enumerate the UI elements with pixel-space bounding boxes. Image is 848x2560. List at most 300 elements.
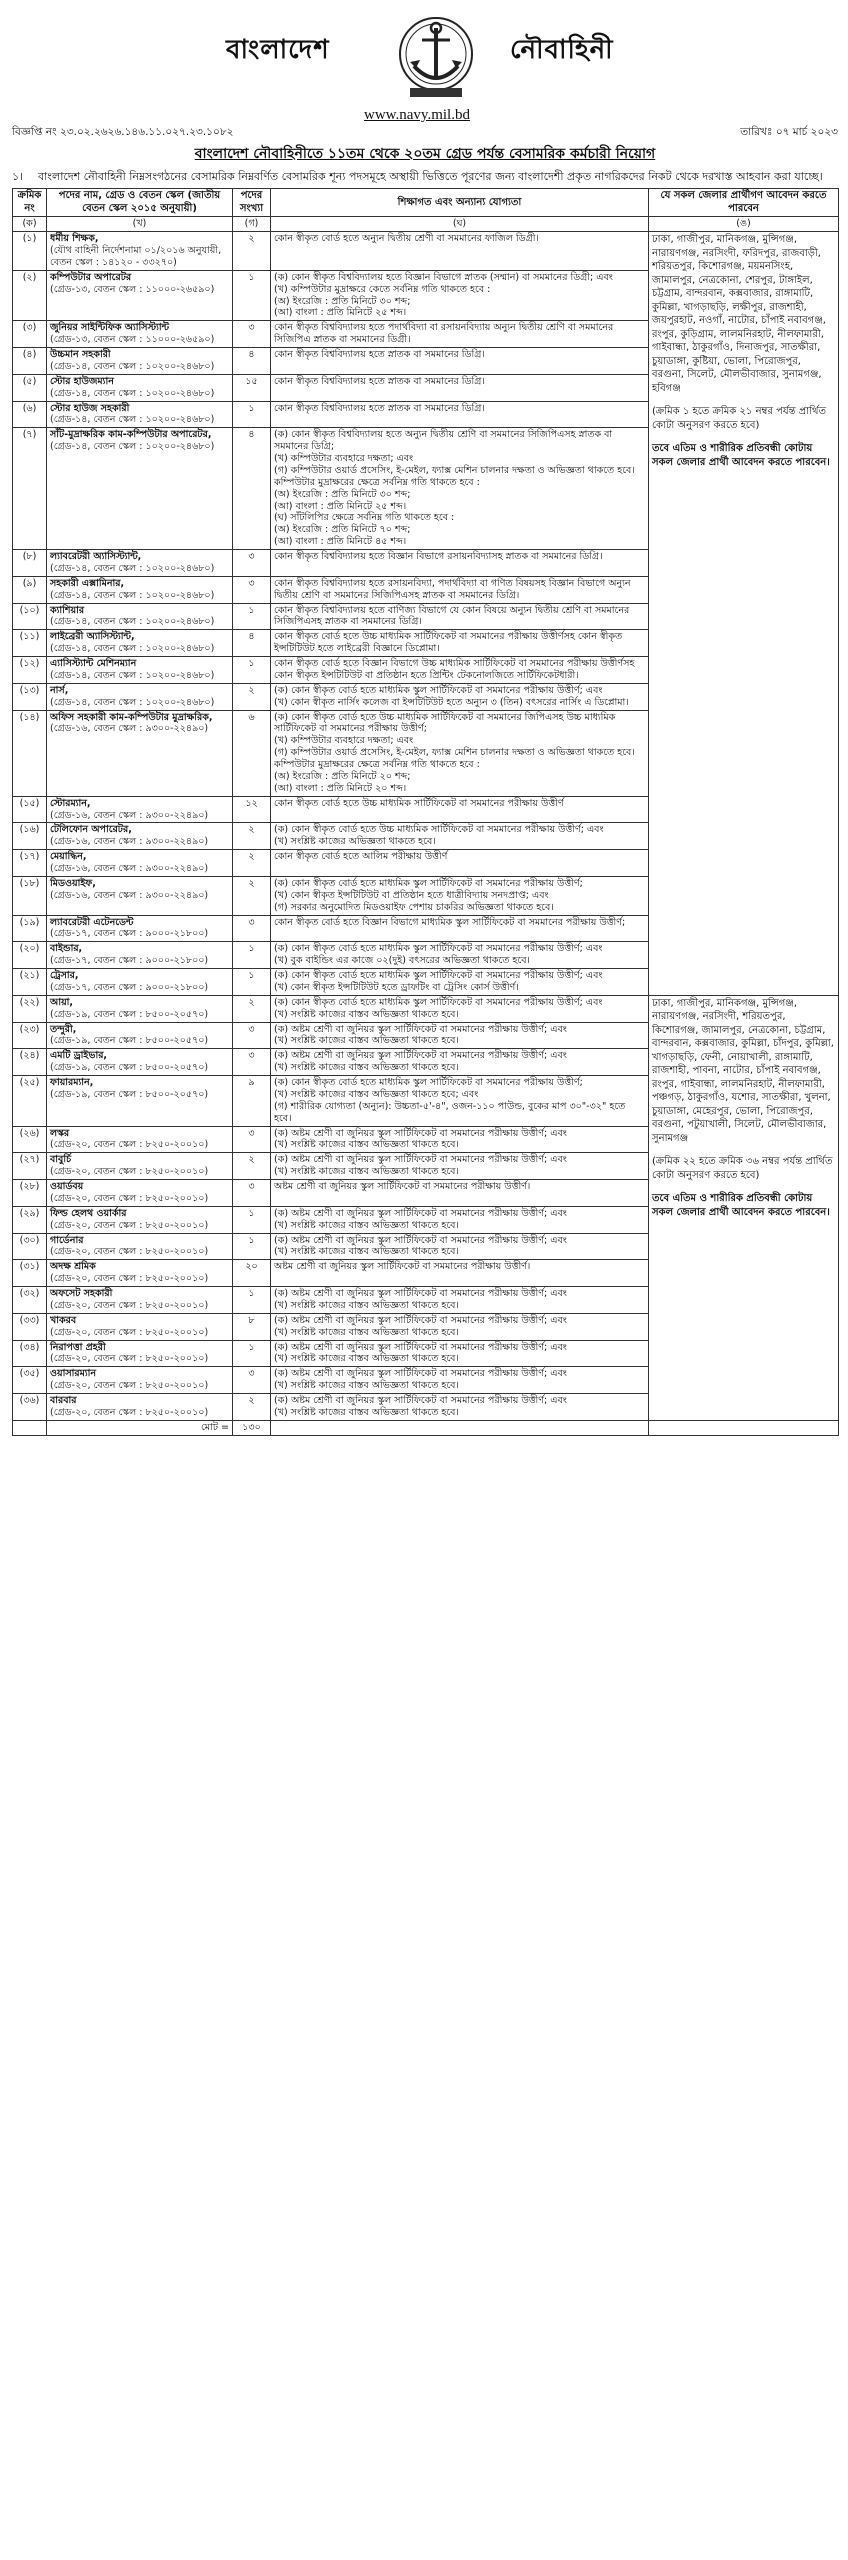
post-grade: (গ্রেড-১৭, বেতন স্কেল : ৯০০০-২১৮০০) [50, 981, 209, 993]
post-grade: (গ্রেড-১৪, বেতন স্কেল : ১০২০০-২৪৬৮০) [50, 562, 215, 574]
row-serial: (১০) [13, 603, 47, 630]
row-count: ৯ [233, 1076, 271, 1127]
row-count: ২ [233, 876, 271, 915]
post-title: ট্রেসার, [50, 970, 79, 982]
total-label: মোট = [47, 1420, 233, 1435]
row-count: ১ [233, 1340, 271, 1367]
post-title: গার্ডেনার [50, 1234, 84, 1246]
post-title: সাঁট-মুদ্রাক্ষরিক কাম-কম্পিউটার অপারেটর, [50, 429, 212, 441]
row-serial: (২১) [13, 969, 47, 996]
notice-header [12, 6, 838, 138]
post-grade: (গ্রেড-১৪, বেতন স্কেল : ১০২০০-২৪৬৮০) [50, 360, 215, 372]
row-count: ১ [233, 603, 271, 630]
row-serial: (২৫) [13, 1076, 47, 1127]
qualification-line: (খ) কম্পিউটার ব্যবহারে দক্ষতা; এবং [274, 735, 414, 747]
row-serial: (৩৪) [13, 1340, 47, 1367]
row-post [47, 1287, 233, 1314]
table-header-row [13, 189, 839, 217]
row-post [47, 270, 233, 321]
qualification-line: কোন স্বীকৃত বোর্ড হতে উচ্চ মাধ্যমিক সার্টিফিকেট বা সমমানের পরীক্ষায় উত্তীর্ণসহ কোন স্বীকৃত ইন্সটিটিউট হতে লাইব্রেরী বিজ্ঞানে ডিপ্লোমা। [274, 631, 623, 655]
qualification-line: (ক) অষ্টম শ্রেণী বা জুনিয়র স্কুল সার্টিফিকেট বা সমমানের পরীক্ষায় উত্তীর্ণ; এবং [274, 1368, 567, 1380]
website-link[interactable]: www.navy.mil.bd [364, 107, 470, 123]
post-grade: (গ্রেড-১৪, বেতন স্কেল : ১০২০০-২৪৬৮০) [50, 589, 215, 601]
row-serial: (৮) [13, 550, 47, 577]
notice-date: তারিখঃ ০৭ মার্চ ২০২৩ [740, 126, 838, 138]
post-grade: (গ্রেড-১৪, বেতন স্কেল : ১০২০০-২৪৬৮০) [50, 696, 215, 708]
qualification-line: (আ) বাংলা : প্রতি মিনিটে ২৫ শব্দ। [274, 500, 407, 512]
row-serial: (৩) [13, 321, 47, 348]
row-serial: (২২) [13, 995, 47, 1022]
row-count: ২ [233, 1394, 271, 1421]
row-post [47, 710, 233, 796]
row-post [47, 550, 233, 577]
row-serial: (১৮) [13, 876, 47, 915]
special-quota-note: তবে এতিম ও শারীরিক প্রতিবন্ধী কোটায় সকল জেলার প্রার্থী আবেদন করতে পারবেন। [652, 1193, 830, 1218]
row-qualification [271, 1153, 649, 1180]
row-qualification [271, 1233, 649, 1260]
post-title: ধর্মীয় শিক্ষক, [50, 233, 99, 245]
post-grade: (গ্রেড-১৪, বেতন স্কেল : ১০২০০-২৪৬৮০) [50, 669, 215, 681]
qualification-line: (খ) সংশ্লিষ্ট কাজের বাস্তব অভিজ্ঞতা থাকতে হবে। [274, 1035, 459, 1047]
row-qualification [271, 428, 649, 550]
row-count: ৪ [233, 428, 271, 550]
row-count: ১২ [233, 796, 271, 823]
row-post [47, 576, 233, 603]
qualification-line: (খ) সংশ্লিষ্ট কাজের বাস্তব অভিজ্ঞতা থাকতে হবে। [274, 1299, 459, 1311]
row-serial: (৩০) [13, 1233, 47, 1260]
post-title: আয়া, [50, 996, 74, 1008]
post-title: সহকারী এক্সামিনার, [50, 577, 125, 589]
qualification-line: (ক) অষ্টম শ্রেণী বা জুনিয়র স্কুল সার্টিফিকেট বা সমমানের পরীক্ষায় উত্তীর্ণ; এবং [274, 1207, 567, 1219]
row-post [47, 1022, 233, 1049]
row-serial: (৬) [13, 401, 47, 428]
row-qualification [271, 710, 649, 796]
row-count: ১ [233, 969, 271, 996]
qualification-line: (খ) কোন স্বীকৃত ইন্সটিটিউট হতে ড্রাফটিং বা ট্রেসিং কোর্স উত্তীর্ণ। [274, 981, 519, 993]
post-title: খাকরব [50, 1314, 77, 1326]
row-post [47, 1153, 233, 1180]
row-qualification [271, 1367, 649, 1394]
qualification-line: অষ্টম শ্রেণী বা জুনিয়র স্কুল সার্টিফিকেট বা সমমানের পরীক্ষায় উত্তীর্ণ। [274, 1181, 531, 1193]
post-title: মিডওয়াইফ, [50, 877, 96, 889]
row-count: ১ [233, 1287, 271, 1314]
letter-cell: (গ) [233, 217, 271, 232]
intro-number: ১। [12, 169, 24, 183]
header-districts: যে সকল জেলার প্রার্থীগণ আবেদন করতে পারবেন [649, 189, 839, 217]
intro-text: বাংলাদেশ নৌবাহিনী নিম্নসংগঠনের বেসামরিক নিম্নবর্ণিত বেসামরিক শূন্য পদসমূহে অস্থায়ী ভিত্তিতে পূরণের জন্য বাংলাদেশী প্রকৃত নাগরিকদের নিকট থেকে দরখাস্ত আহবান করা যাচ্ছে। [38, 169, 823, 183]
row-count: ২ [233, 1153, 271, 1180]
row-count: ৩ [233, 1126, 271, 1153]
row-count: ৩ [233, 915, 271, 942]
row-serial: (৭) [13, 428, 47, 550]
table-letter-row [13, 217, 839, 232]
row-serial: (২৪) [13, 1049, 47, 1076]
post-grade: (গ্রেড-২০, বেতন স্কেল : ৮২৫০-২০০১০) [50, 1139, 209, 1151]
post-title: মেয়াদ্ধিন, [50, 851, 87, 863]
row-serial: (১৪) [13, 710, 47, 796]
qualification-line: (অ) ইংরেজি : প্রতি মিনিটে ৩০ শব্দ; [274, 295, 411, 307]
header-qualification: শিক্ষাগত এবং অন্যান্য যোগ্যতা [271, 189, 649, 217]
qualification-line: (গ) শারীরিক যোগ্যতা (অন্যুন): উচ্চতা-৫'-৪", ওজন-১১০ পাউন্ড, বুকের মাপ ৩০"-৩২" হতে হবে। [274, 1100, 626, 1124]
post-title: অদক্ষ শ্রমিক [50, 1261, 96, 1273]
row-post [47, 1049, 233, 1076]
row-serial: (৩৬) [13, 1394, 47, 1421]
row-qualification [271, 576, 649, 603]
row-serial: (১৯) [13, 915, 47, 942]
qualification-line: কোন স্বীকৃত বিশ্ববিদ্যালয় হতে স্নাতক বা সমমানের ডিগ্রি। [274, 375, 485, 387]
row-post [47, 969, 233, 996]
row-qualification [271, 1340, 649, 1367]
row-qualification [271, 1313, 649, 1340]
post-grade: (গ্রেড-১৯, বেতন স্কেল : ৮৫০০-২০৫৭০) [50, 1088, 209, 1100]
qualification-line: (গ) কম্পিউটার ওয়ার্ড প্রসেসিং, ই-মেইল, ফ্যাক্স মেশিন চালনার দক্ষতা ও অভিজ্ঞতা থাকতে হবে। কম্পিউটার মুদ্রাক্ষরের ক্ষেত্রে সর্বনিম্ন গতি থাকতে হবে : [274, 464, 635, 488]
intro-paragraph [12, 170, 838, 185]
post-title: ল্যাবরেটরী এটেনডেন্ট [50, 916, 134, 928]
table-body [13, 232, 839, 1421]
row-post [47, 428, 233, 550]
qualification-line: (ক) কোন স্বীকৃত বোর্ড হতে মাধ্যমিক স্কুল সার্টিফিকেট বা সমমানের পরীক্ষায় উত্তীর্ণ; এবং [274, 943, 603, 955]
qualification-line: (খ) কম্পিউটার মুদ্রাক্ষরে কেতে সর্বনিম্ন গতি থাকতে হবে : [274, 283, 491, 295]
district-list: ঢাকা, গাজীপুর, মানিকগঞ্জ, মুন্সিগঞ্জ, নারায়ণগঞ্জ, নরসিংদী, শরিয়তপুর, কিশোরগঞ্জ, জামালপুর, নেত্রকোনা, চট্টগ্রাম, বান্দরবান, কক্সবাজার, কুমিল্লা, চাঁদপুর, কুমিল্লা, খাগড়াছড়ি, ফেনী, নোয়াখালী, রাঙ্গামাটি, রাজশাহী, পাবনা, নাটোর, চাঁপাই নবাবগঞ্জ, রংপুর, গাইবান্ধা, লালমনিরহাট, নীলফামারী, পঞ্চগড়, ঠাকুরগাঁও, যশোর, সাতক্ষীরা, খুলনা, চুয়াডাঙ্গা, মেহেরপুর, ভোলা, পিরোজপুর, বরগুনা, পটুয়াখালী, সিলেট, মৌলভীবাজার, সুনামগঞ্জ [652, 997, 834, 1144]
post-title: বাইন্ডার, [50, 943, 83, 955]
qualification-line: কোন স্বীকৃত বিশ্ববিদ্যালয় হতে বিজ্ঞান বিভাগে রসায়নবিদ্যাসহ স্নাতক বা সমমানের ডিগ্রি। [274, 551, 603, 563]
qualification-line: (ক) অষ্টম শ্রেণী বা জুনিয়র স্কুল সার্টিফিকেট বা সমমানের পরীক্ষায় উত্তীর্ণ; এবং [274, 1127, 567, 1139]
letter-cell: (ঙ) [649, 217, 839, 232]
row-count: ২ [233, 823, 271, 850]
row-serial: (২৯) [13, 1206, 47, 1233]
row-qualification [271, 1076, 649, 1127]
qualification-line: কোন স্বীকৃত বিশ্ববিদ্যালয় হতে স্নাতক বা সমমানের ডিগ্রি। [274, 402, 485, 414]
row-post [47, 603, 233, 630]
qualification-line: কোন স্বীকৃত বোর্ড হতে উচ্চ মাধ্যমিক সার্টিফিকেট বা সমমানের পরীক্ষায় উত্তীর্ণ [274, 797, 564, 809]
row-qualification [271, 1206, 649, 1233]
qualification-line: কোন স্বীকৃত বিশ্ববিদ্যালয় হতে রসায়নবিদ্যা, পদার্থবিদ্যা বা গণিত বিষয়সহ বিজ্ঞান বিভাগে অন্যুন দ্বিতীয় শ্রেণি বা সমমানের সিজিপিএসহ স্নাতক বা সমমানের ডিগ্রি। [274, 577, 631, 601]
qualification-line: (ক) কোন স্বীকৃত বোর্ড হতে উচ্চ মাধ্যমিক সার্টিফিকেট বা সমমানের পরীক্ষায় উত্তীর্ণ; এবং [274, 824, 604, 836]
quota-note: (ক্রমিক ১ হতে ক্রমিক ২১ নম্বর পর্যন্ত প্রার্থিত কোটা অনুসরণ করতে হবে) [652, 406, 826, 431]
row-post [47, 348, 233, 375]
row-count: ৩ [233, 576, 271, 603]
post-grade: (গ্রেড-১৬, বেতন স্কেল : ৯৩০০-২২৪৯০) [50, 863, 209, 875]
row-qualification [271, 348, 649, 375]
row-count: ৮ [233, 1313, 271, 1340]
row-qualification [271, 969, 649, 996]
qualification-line: (ক) কোন স্বীকৃত বোর্ড হতে মাধ্যমিক স্কুল সার্টিফিকেট বা সমমানের পরীক্ষায় উত্তীর্ণ; এবং [274, 970, 603, 982]
post-grade: (গ্রেড-১৬, বেতন স্কেল : ৯৩০০-২২৪৯০) [50, 836, 209, 848]
brand-title-right: নৌবাহিনী [510, 35, 614, 65]
post-grade: (গ্রেড-২০, বেতন স্কেল : ৮২৫০-২০০১০) [50, 1166, 209, 1178]
row-post [47, 374, 233, 401]
post-title: স্টোরম্যান, [50, 797, 91, 809]
post-title: তন্দুরী, [50, 1023, 77, 1035]
row-serial: (২৬) [13, 1126, 47, 1153]
notice-title: বাংলাদেশ নৌবাহিনীতে ১১তম থেকে ২০তম গ্রেড পর্যন্ত বেসামরিক কর্মচারী নিয়োগ [194, 146, 656, 162]
post-title: লস্কর [50, 1127, 70, 1139]
post-title: নিরাপত্তা প্রহরী [50, 1341, 106, 1353]
row-count: ৪ [233, 348, 271, 375]
post-title: ওয়ার্ডবয় [50, 1181, 84, 1193]
row-post [47, 1180, 233, 1207]
row-post [47, 657, 233, 684]
row-count: ৩ [233, 1049, 271, 1076]
qualification-line: (গ) কম্পিউটার ওয়ার্ড প্রসেসিং, ই-মেইল, ফ্যাক্স মেশিন চালনার দক্ষতা ও অভিজ্ঞতা থাকতে হবে। কম্পিউটার মুদ্রাক্ষরের ক্ষেত্রে সর্বনিম্ন গতি থাকতে হবে : [274, 747, 635, 771]
row-count: ৩ [233, 1180, 271, 1207]
post-grade: (গ্রেড-১৭, বেতন স্কেল : ৯০০০-২১৮০০) [50, 955, 209, 967]
row-count: ২০ [233, 1260, 271, 1287]
qualification-line: (ক) অষ্টম শ্রেণী বা জুনিয়র স্কুল সার্টিফিকেট বা সমমানের পরীক্ষায় উত্তীর্ণ; এবং [274, 1288, 567, 1300]
row-count: ২ [233, 232, 271, 271]
post-grade: (গ্রেড-১৯, বেতন স্কেল : ৮৫০০-২০৫৭০) [50, 1062, 209, 1074]
post-title: ওয়াসারম্যান [50, 1368, 97, 1380]
post-grade: (গ্রেড-১৪, বেতন স্কেল : ১০২০০-২৪৬৮০) [50, 387, 215, 399]
reference-row [12, 126, 838, 139]
row-post [47, 823, 233, 850]
row-qualification [271, 1287, 649, 1314]
post-title: অফিস সহকারী কাম-কম্পিউটার মুদ্রাক্ষরিক, [50, 711, 213, 723]
row-serial: (২৮) [13, 1180, 47, 1207]
row-post [47, 1126, 233, 1153]
post-title: স্টোর হাউজ সহকারী [50, 402, 130, 414]
post-grade: (গ্রেড-১৪, বেতন স্কেল : ১০২০০-২৪৬৮০) [50, 414, 215, 426]
qualification-line: (ক) কোন স্বীকৃত বোর্ড হতে মাধ্যমিক স্কুল সার্টিফিকেট বা সমমানের পরীক্ষায় উত্তীর্ণ; [274, 877, 583, 889]
qualification-line: (ক) কোন স্বীকৃত বোর্ড হতে উচ্চ মাধ্যমিক সার্টিফিকেট বা সমমানের জিপিএসহ উচ্চ মাধ্যমিক সার্টিফিকেট বা সমমানের পরীক্ষায় উত্তীর্ণ; [274, 711, 616, 735]
qualification-line: (অ) ইংরেজি : প্রতি মিনিটে ৩০ শব্দ; [274, 488, 411, 500]
row-qualification [271, 270, 649, 321]
row-qualification [271, 657, 649, 684]
post-grade: (গ্রেড-১৩, বেতন স্কেল : ১১০০০-২৬৫৯০) [50, 283, 215, 295]
row-serial: (১) [13, 232, 47, 271]
qualification-line: (ক) অষ্টম শ্রেণী বা জুনিয়র স্কুল সার্টিফিকেট বা সমমানের পরীক্ষায় উত্তীর্ণ; এবং [274, 1050, 567, 1062]
post-grade: (গ্রেড-২০, বেতন স্কেল : ৮২৫০-২০০১০) [50, 1326, 209, 1338]
brand-title-left: বাংলাদেশ [226, 35, 330, 65]
post-title: ফিল্ড হেলথ ওয়ার্কার [50, 1207, 127, 1219]
qualification-line: (খ) কোন স্বীকৃত নার্সিং কলেজ বা ইন্সটিটিউট হতে অন্যুন ৩ (তিন) বৎসরের নার্সিং এ ডিপ্লোমা। [274, 696, 629, 708]
row-count: ৩ [233, 1367, 271, 1394]
row-post [47, 995, 233, 1022]
post-grade: (গ্রেড-২০, বেতন স্কেল : ৮২৫০-২০০১০) [50, 1273, 209, 1285]
row-qualification [271, 915, 649, 942]
post-grade: (গ্রেড-১৩, বেতন স্কেল : ১১০০০-২৬৫৯০) [50, 334, 215, 346]
qualification-line: কোন স্বীকৃত বোর্ড হতে আলিম পরীক্ষায় উত্তীর্ণ [274, 851, 448, 863]
special-quota-note: তবে এতিম ও শারীরিক প্রতিবন্ধী কোটায় সকল জেলার প্রার্থী আবেদন করতে পারবেন। [652, 443, 830, 468]
qualification-line: কোন স্বীকৃত বোর্ড হতে বিজ্ঞান বিভাগে উচ্চ মাধ্যমিক সার্টিফিকেট বা সমমানের পরীক্ষায় উত্তীর্ণসহ কোন স্বীকৃত ইন্সটিটিউট বা প্রতিষ্ঠান হতে প্রিন্টিং টেকনোলজিতে সার্টিফিকেটধারী। [274, 658, 635, 681]
qualification-line: (গ) সরকার অনুমোদিত মিডওয়াইফ পেশায় চাকরির অভিজ্ঞতা থাকতে হবে। [274, 901, 554, 913]
district-group-cell [649, 232, 839, 996]
post-title: স্টোর হাউজম্যান [50, 375, 114, 387]
navy-emblem-icon [384, 10, 488, 102]
row-post [47, 1076, 233, 1127]
row-qualification [271, 1394, 649, 1421]
row-serial: (১৫) [13, 796, 47, 823]
row-qualification [271, 630, 649, 657]
row-count: ১ [233, 942, 271, 969]
row-serial: (১১) [13, 630, 47, 657]
qualification-line: (খ) সংশ্লিষ্ট কাজের বাস্তব অভিজ্ঞতা থাকতে হবে। [274, 1326, 459, 1338]
row-qualification [271, 232, 649, 271]
vacancy-table [12, 188, 839, 1435]
post-title: এ্যাসিস্ট্যান্ট মেশিনম্যান [50, 658, 137, 670]
qualification-line: (ক) অষ্টম শ্রেণী বা জুনিয়র স্কুল সার্টিফিকেট বা সমমানের পরীক্ষায় উত্তীর্ণ; এবং [274, 1341, 567, 1353]
qualification-line: (খ) সংশ্লিষ্ট কাজের বাস্তব অভিজ্ঞতা থাকতে হবে। [274, 1166, 459, 1178]
post-title: ক্যাশিয়ার [50, 604, 85, 616]
row-count: ৩ [233, 1022, 271, 1049]
row-count: ৪ [233, 630, 271, 657]
qualification-line: কোন স্বীকৃত বোর্ড হতে অন্যুন দ্বিতীয় শ্রেণী বা সমমানের ফাজিল ডিগ্রী। [274, 233, 539, 245]
qualification-line: (ক) অষ্টম শ্রেণী বা জুনিয়র স্কুল সার্টিফিকেট বা সমমানের পরীক্ষায় উত্তীর্ণ; এবং [274, 1234, 567, 1246]
row-post [47, 876, 233, 915]
qualification-line: (ক) অষ্টম শ্রেণী বা জুনিয়র স্কুল সার্টিফিকেট বা সমমানের পরীক্ষায় উত্তীর্ণ; এবং [274, 1154, 567, 1166]
letter-cell: (ক) [13, 217, 47, 232]
post-title: অফসেট সহকারী [50, 1288, 113, 1300]
post-grade: (গ্রেড-২০, বেতন স্কেল : ৮২৫০-২০০১০) [50, 1219, 209, 1231]
row-qualification [271, 850, 649, 877]
qualification-line: (খ) সংশ্লিষ্ট কাজের বাস্তব অভিজ্ঞতা থাকতে হবে। [274, 1380, 459, 1392]
row-serial: (৩৫) [13, 1367, 47, 1394]
row-serial: (১২) [13, 657, 47, 684]
qualification-line: (খ) কোন স্বীকৃত ইন্সটিটিউট বা প্রতিষ্ঠান হতে ধাত্রীবিদ্যায় সনদপ্রাপ্ত; এবং [274, 889, 549, 901]
post-title: কম্পিউটার অপারেটর [50, 271, 132, 283]
row-count: ৬ [233, 710, 271, 796]
qualification-line: (আ) বাংলা : প্রতি মিনিটে ২৫ শব্দ। [274, 307, 407, 319]
row-post [47, 321, 233, 348]
row-qualification [271, 995, 649, 1022]
row-count: ২ [233, 683, 271, 710]
post-grade: (গ্রেড-২০, বেতন স্কেল : ৮২৫০-২০০১০) [50, 1380, 209, 1392]
row-qualification [271, 796, 649, 823]
table-row [13, 232, 839, 271]
post-grade: (গ্রেড-১৪, বেতন স্কেল : ১০২০০-২৪৬৮০) [50, 643, 215, 655]
row-qualification [271, 1260, 649, 1287]
qualification-line: অষ্টম শ্রেণী বা জুনিয়র স্কুল সার্টিফিকেট বা সমমানের পরীক্ষায় উত্তীর্ণ। [274, 1261, 531, 1273]
post-grade: (যৌথ বাহিনী নির্দেশনামা ০১/২০১৬ অনুযায়ী, বেতন স্কেল : ১৪১২০ - ৩৩২৭০) [50, 245, 222, 268]
row-post [47, 915, 233, 942]
row-count: ১ [233, 1206, 271, 1233]
row-count: ৩ [233, 321, 271, 348]
row-serial: (২৩) [13, 1022, 47, 1049]
post-grade: (গ্রেড-২০, বেতন স্কেল : ৮২৫০-২০০১০) [50, 1192, 209, 1204]
post-grade: (গ্রেড-২০, বেতন স্কেল : ৮২৫০-২০০১০) [50, 1353, 209, 1365]
district-list: ঢাকা, গাজীপুর, মানিকগঞ্জ, মুন্সিগঞ্জ, নারায়ণগঞ্জ, নরসিংদী, ফরিদপুর, রাজবাড়ী, শরিয়তপুর, কিশোরগঞ্জ, ময়মনসিংহ, জামালপুর, নেত্রকোনা, শেরপুর, টাঙ্গাইল, চট্টগ্রাম, বান্দরবান, কক্সবাজার, রাঙ্গামাটি, কুমিল্লা, খাগড়াছড়ি, লক্ষীপুর, রাজশাহী, জয়পুরহাট, নওগাঁ, নাটোর, চাঁপাই নবাবগঞ্জ, রংপুর, কুড়িগ্রাম, লালমনিরহাট, নীলফামারী, গাইবান্ধা, ঠাকুরগাঁও, দিনাজপুর, সাতক্ষীরা, চুয়াডাঙ্গা, কুষ্টিয়া, ভোলা, পিরোজপুর, বরগুনা, সিলেট, মৌলভীবাজার, সুনামগঞ্জ, হবিগঞ্জ [652, 234, 826, 394]
post-grade: (গ্রেড-১৯, বেতন স্কেল : ৮৫০০-২০৫৭০) [50, 1035, 209, 1047]
post-title: বারবার [50, 1395, 77, 1407]
row-post [47, 850, 233, 877]
post-grade: (গ্রেড-১৪, বেতন স্কেল : ১০২০০-২৪৬৮০) [50, 441, 215, 453]
row-qualification [271, 401, 649, 428]
header-sl: ক্রমিক নং [13, 189, 47, 217]
row-serial: (৫) [13, 374, 47, 401]
post-grade: (গ্রেড-২০, বেতন স্কেল : ৮২৫০-২০০১০) [50, 1299, 209, 1311]
row-post [47, 683, 233, 710]
row-serial: (২) [13, 270, 47, 321]
qualification-line: (খ) সংশ্লিষ্ট কাজের বাস্তব অভিজ্ঞতা থাকতে হবে; এবং [274, 1088, 479, 1100]
row-post [47, 1233, 233, 1260]
qualification-line: (খ) সংশ্লিষ্ট কাজের বাস্তব অভিজ্ঞতা থাকতে হবে। [274, 1353, 459, 1365]
post-title: বাবুর্চি [50, 1154, 72, 1166]
row-serial: (৪) [13, 348, 47, 375]
row-serial: (৩৩) [13, 1313, 47, 1340]
qualification-line: (খ) বুক বাইন্ডিং এর কাজে ০২(দুই) বৎসরের অভিজ্ঞতা থাকতে হবে। [274, 955, 530, 967]
row-qualification [271, 1180, 649, 1207]
qualification-line: কোন স্বীকৃত বিশ্ববিদ্যালয় হতে স্নাতক বা সমমানের ডিগ্রি। [274, 349, 485, 361]
post-title: ফায়ারম্যান, [50, 1077, 94, 1089]
quota-note: (ক্রমিক ২২ হতে ক্রমিক ৩৬ নম্বর পর্যন্ত প্রার্থিত কোটা অনুসরণ করতে হবে) [652, 1156, 833, 1181]
row-qualification [271, 1126, 649, 1153]
header-count: পদের সংখ্যা [233, 189, 271, 217]
row-qualification [271, 1049, 649, 1076]
qualification-line: (খ) কম্পিউটার ব্যবহারে দক্ষতা; এবং [274, 453, 414, 465]
row-qualification [271, 321, 649, 348]
qualification-line: (আ) বাংলা : প্রতি মিনিটে ২০ শব্দ। [274, 782, 407, 794]
post-grade: (গ্রেড-২০, বেতন স্কেল : ৮২৫০-২০০১০) [50, 1406, 209, 1418]
post-title: ল্যাবরেটরী অ্যাসিস্ট্যান্ট, [50, 551, 142, 563]
row-serial: (৩২) [13, 1287, 47, 1314]
post-title: এমটি ড্রাইভার, [50, 1050, 108, 1062]
qualification-line: (ক) অষ্টম শ্রেণী বা জুনিয়র স্কুল সার্টিফিকেট বা সমমানের পরীক্ষায় উত্তীর্ণ; এবং [274, 1314, 567, 1326]
row-serial: (২৭) [13, 1153, 47, 1180]
row-post [47, 1206, 233, 1233]
row-count: ১৫ [233, 374, 271, 401]
district-group-cell [649, 995, 839, 1420]
row-serial: (১৬) [13, 823, 47, 850]
post-grade: (গ্রেড-১৬, বেতন স্কেল : ৯৩০০-২২৪৯০) [50, 809, 209, 821]
qualification-line: (খ) সংশ্লিষ্ট কাজের বাস্তব অভিজ্ঞতা থাকতে হবে। [274, 1139, 459, 1151]
post-title: উচ্চমান সহকারী [50, 349, 111, 361]
qualification-line: (খ) সংশ্লিষ্ট কাজের বাস্তব অভিজ্ঞতা থাকতে হবে। [274, 1008, 459, 1020]
qualification-line: (খ) সংশ্লিষ্ট কাজের বাস্তব অভিজ্ঞতা থাকতে হবে। [274, 1406, 459, 1418]
qualification-line: (খ) সংশ্লিষ্ট কাজের বাস্তব অভিজ্ঞতা থাকতে হবে। [274, 1219, 459, 1231]
row-post [47, 1260, 233, 1287]
post-title: লাইব্রেরী অ্যাসিস্ট্যান্ট, [50, 631, 135, 643]
qualification-line: কোন স্বীকৃত বিশ্ববিদ্যালয় হতে বাণিজ্য বিভাগে যে কোন বিষয়ে অন্যুন দ্বিতীয় শ্রেণি বা সমমানের সিজিপিএসহ স্নাতক বা সমমানের ডিগ্রি। [274, 604, 630, 628]
row-post [47, 401, 233, 428]
letter-cell: (খ) [47, 217, 233, 232]
row-count: ৩ [233, 550, 271, 577]
row-serial: (৯) [13, 576, 47, 603]
row-serial: (৩১) [13, 1260, 47, 1287]
total-row [13, 1420, 839, 1435]
qualification-line: (খ) সংশ্লিষ্ট কাজের বাস্তব অভিজ্ঞতা থাকতে হবে। [274, 1246, 459, 1258]
qualification-line: (ক) কোন স্বীকৃত বিশ্ববিদ্যালয় হতে বিজ্ঞান বিভাগে স্নাতক (সম্মান) বা সমমানের ডিগ্রী; এবং [274, 271, 613, 283]
qualification-line: (ক) কোন স্বীকৃত বোর্ড হতে মাধ্যমিক স্কুল সার্টিফিকেট বা সমমানের পরীক্ষায় উত্তীর্ণ; এবং [274, 996, 603, 1008]
row-serial: (১৭) [13, 850, 47, 877]
row-post [47, 796, 233, 823]
row-qualification [271, 942, 649, 969]
post-grade: (গ্রেড-১৪, বেতন স্কেল : ১০২০০-২৪৬৮০) [50, 616, 215, 628]
reference-number: বিজ্ঞপ্তি নং ২৩.০২.২৬২৬.১৪৬.১১.০২৭.২৩.১০৮২ [12, 126, 234, 138]
row-post [47, 1313, 233, 1340]
row-count: ১ [233, 270, 271, 321]
qualification-line: (ক) কোন স্বীকৃত বোর্ড হতে মাধ্যমিক স্কুল সার্টিফিকেট বা সমমানের পরীক্ষায় উত্তীর্ণ; [274, 1077, 583, 1089]
qualification-line: (অ) ইংরেজি : প্রতি মিনিটে ২০ শব্দ; [274, 770, 411, 782]
header-post: পদের নাম, গ্রেড ও বেতন স্কেল (জাতীয় বেতন স্কেল ২০১৫ অনুযায়ী) [47, 189, 233, 217]
qualification-line: কোন স্বীকৃত বোর্ড হতে বিজ্ঞান বিভাগে মাধ্যমিক স্কুল সার্টিফিকেট বা সমমানের পরীক্ষায় উত্তীর্ণ; [274, 916, 626, 928]
post-title: নার্স, [50, 684, 69, 696]
row-qualification [271, 823, 649, 850]
row-serial: (১৩) [13, 683, 47, 710]
row-serial: (২০) [13, 942, 47, 969]
qualification-line: কোন স্বীকৃত বিশ্ববিদ্যালয় হতে পদার্থবিদ্যা বা রসায়নবিদ্যায় অন্যুন দ্বিতীয় শ্রেণি বা সমমানের সিজিপিএ স্নাতক বা সমমানের ডিগ্রী। [274, 322, 614, 346]
qualification-line: (আ) বাংলা : প্রতি মিনিটে ৪৫ শব্দ। [274, 536, 407, 548]
row-qualification [271, 683, 649, 710]
post-grade: (গ্রেড-১৭, বেতন স্কেল : ৯০০০-২১৮০০) [50, 928, 209, 940]
letter-cell: (ঘ) [271, 217, 649, 232]
row-post [47, 232, 233, 271]
table-row [13, 995, 839, 1022]
qualification-line: (খ) সংশ্লিষ্ট কাজের বাস্তব অভিজ্ঞতা থাকতে হবে। [274, 1062, 459, 1074]
row-post [47, 942, 233, 969]
row-post [47, 1340, 233, 1367]
row-post [47, 1394, 233, 1421]
post-grade: (গ্রেড-২০, বেতন স্কেল : ৮২৫০-২০০১০) [50, 1246, 209, 1258]
